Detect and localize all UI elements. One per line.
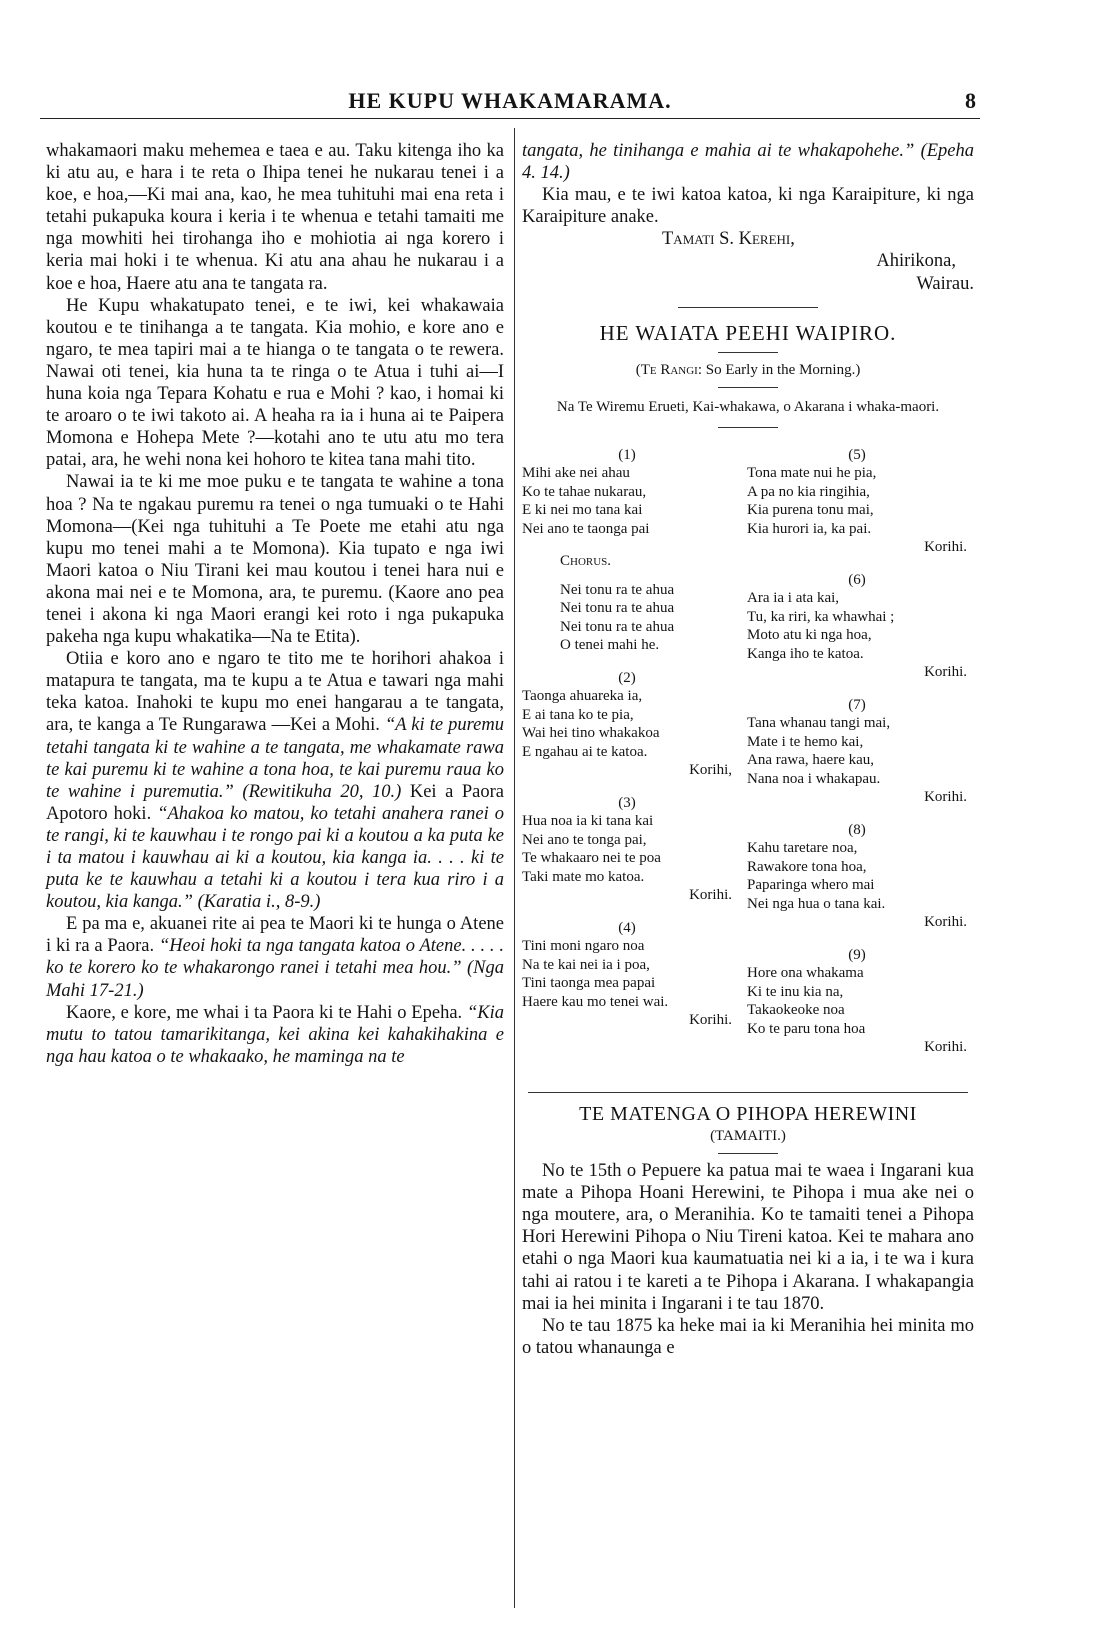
scripture-reference: (Rewitikuha 20, 10.) [242,781,402,802]
chorus-line: Nei tonu ra te ahua [560,581,675,598]
verse-line: Ara ia i ata kai, [747,590,840,607]
refrain: Korihi. [924,1039,967,1056]
stanza-number: (8) [848,821,866,838]
verses-left-column [522,446,732,1044]
verse-line: Na te kai nei ia i poa, [522,956,650,973]
paragraph [522,140,974,184]
stanza [522,794,732,905]
right-column [522,140,974,1359]
divider [718,427,778,428]
refrain: Korihi. [924,789,967,806]
verse-line: Haere kau mo tenei wai. [522,993,669,1010]
article-subtitle: (TAMAITI.) [710,1127,786,1144]
song-verses [522,446,974,1086]
paragraph-text: Kaore, e kore, me whai i ta Paora ki te Hahi o Epeha. [66,1002,463,1023]
verse-line: Kanga iho te katoa. [747,645,864,662]
stanza-number: (2) [618,669,636,686]
verse-line: Hua noa ia ki tana kai [522,813,654,830]
divider [718,1153,778,1154]
verse-line: Nei nga hua o tana kai. [747,895,886,912]
verse-line: Ki te inu kia na, [747,983,844,1000]
chorus-label: Chorus. [560,553,612,570]
scripture-quote: “A ki te puremu tetahi tangata ki te wahine a te tangata, me whakamate rawa te kai puremu ki te wahine a tona hoa, te kai puremu raua ko te wahine i puremutia.” [46,715,505,802]
stanza [522,446,732,539]
verse-line: Rawakore tona hoa, [747,858,867,875]
chorus [522,552,732,655]
stanza [522,919,732,1030]
stanza [747,571,967,682]
chorus-line: Nei tonu ra te ahua [560,600,675,617]
verse-line: Takaokeoke noa [747,1002,845,1019]
signature-place: Ahirikona, [876,251,956,272]
verse-line: Tana whanau tangi mai, [747,715,891,732]
verses-right-column [747,446,967,1071]
verse-line: Tini moni ngaro noa [522,938,645,955]
scripture-reference: (Epeha 4. 14.) [522,141,975,184]
verse-line: Te whakaaro nei te poa [522,850,661,867]
signature-name: Tamati S. Kerehi, [662,229,795,250]
paragraph [46,648,504,913]
scripture-quote: “Heoi hoki ta nga tangata katoa o Atene. . . . . ko te korero ko te whakarongo ranei i tetahi mea hou.” [46,936,504,979]
verse-line: Kia purena tonu mai, [747,502,874,519]
verse-line: Taonga ahuareka ia, [522,688,643,705]
verse-line: Nana noa i whakapau. [747,770,881,787]
verse-line: Moto atu ki nga hoa, [747,627,872,644]
page-number: 8 [965,88,976,113]
closing-paragraph: Kia mau, e te iwi katoa katoa, ki nga Karaipiture, ki nga Karaipiture anake. [522,185,974,228]
stanza-number: (4) [618,919,636,936]
refrain: Korihi. [689,1012,732,1029]
stanza-number: (9) [848,946,866,963]
page-header [40,84,980,119]
verse-line: Nei ano te tonga pai, [522,831,647,848]
paragraph [46,1002,504,1068]
song-title: HE WAIATA PEEHI WAIPIRO. [599,320,897,345]
paragraph-text: E pa ma e, akuanei rite ai pea te Maori ki te hunga o Atene i ki ra a Paora. [46,914,504,957]
scripture-reference: (Karatia i., 8-9.) [197,892,321,913]
paragraph: whakamaori maku mehemea e taea e au. Taku kitenga iho ka ki atu au, e hara i te reta o Ihipa tenei he nukarau tenei i a koe, e hoa,—Ki mai ana, kao, he mea tuhituhi mai ena reta i tetahi pukapuka koura i keria i te whenua e tetahi tamaiti me nga mowhiti hei tirohanga iho e mohiotia ai nga korero i keria mai hoki i te whenua. Ki atu ana ahau he nukarau i a koe e hoa, Haere atu ana te tangata ra. [46,141,504,294]
stanza [747,946,967,1057]
verse-line: Wai hei tino whakakoa [522,725,660,742]
signature-place: Wairau. [916,273,974,294]
verse-line: Ana rawa, haere kau, [747,752,875,769]
stanza-number: (5) [848,446,866,463]
refrain: Korihi. [924,914,967,931]
verse-line: Mate i te hemo kai, [747,733,864,750]
refrain: Korihi. [924,664,967,681]
column-divider [514,128,515,1608]
stanza-number: (3) [618,794,636,811]
paragraph-text: Kei a Paora Apotoro hoki. [46,781,504,824]
tune-detail: : So Early in the Morning.) [697,361,861,378]
stanza-number: (7) [848,696,866,713]
scripture-quote: tangata, he tinihanga e mahia ai te whakapohehe.” [522,141,915,161]
scripture-quote: “Kia mutu to tatou tamarikitanga, kei akina kei kahakihakina e nga hau katoa o te whakaako, he maminga na te [46,1002,504,1067]
stanza-number: (6) [848,571,866,588]
left-column [46,140,504,1068]
verse-line: Ko te paru tona hoa [747,1020,866,1037]
paragraph-text: Otiia e koro ano e ngaro te tito me te horihori ahakoa i matapura te tangata, ma te kupu a te Atua e tawari nga mahi teka katoa. Inahoki te kupu mo enei hangarau a te tangata, ara, te kanga a Te Rungarawa —Kei a Mohi. [46,649,504,736]
stanza [522,669,732,780]
verse-line: Kia hurori ia, ka pai. [747,520,872,537]
verse-line: E ai tana ko te pia, [522,706,634,723]
running-title: HE KUPU WHAKAMARAMA. [348,88,672,113]
verse-line: E ngahau ai te katoa. [522,743,648,760]
scripture-reference: (Nga Mahi 17-21.) [46,958,504,1001]
verse-line: Paparinga whero mai [747,877,875,894]
translator-credit: Na Te Wiremu Erueti, Kai-whakawa, o Akarana i whaka-maori. [556,398,940,415]
verse-line: Ko te tahae nukarau, [522,483,647,500]
verse-line: Taki mate mo katoa. [522,868,645,885]
tune-line [522,359,974,381]
article-title: TE MATENGA O PIHOPA HEREWINI [579,1102,917,1125]
verse-line: Kahu taretare noa, [747,840,858,857]
divider [718,352,778,353]
chorus-line: Nei tonu ra te ahua [560,618,675,635]
stanza-number: (1) [618,446,636,463]
verse-line: Mihi ake nei ahau [522,465,630,482]
verse-line: E ki nei mo tana kai [522,502,643,519]
paragraph: He Kupu whakatupato tenei, e te iwi, kei whakawaia koutou e te tinihanga a te tangata. Kia mohio, e kore ano e ngaro, te mea tapiri mai a te hianga o te tangata o te rewera. Nawai oti tenei, kia huna ta te ringa o te Atua i tuhi ai—I huna koia nga Tepara Kohatu e rua e Mohi ? kao, i homai ki te aroaro o te iwi takoto ai. A heaha ra ia i huna ai te Paipera Momona e Hohepa Mete ?—kotahi ano te utu atu mo tera patai, ara, he wehi nona kei hohoro te kitea tana mahi tito. [46,295,504,471]
refrain: Korihi, [689,762,732,779]
section-divider [678,307,818,308]
verse-line: Tini taonga mea papai [522,975,656,992]
tune-paren: ( [635,361,641,378]
scripture-quote: “Ahakoa ko matou, ko tetahi anahera ranei o te rangi, ki te kauwhau i te rongo pai ki a koutou a ka puta ke i ta matou i kauwhau ai ki a koutou, kia kanga ia. . . . ki te puta ke te kauwhau a tetahi ki a koutou i tera kua riro i a koutou, kia kanga.” [46,803,504,913]
stanza [747,821,967,932]
section-divider [528,1092,968,1093]
verse-line: A pa no kia ringihia, [747,483,870,500]
paragraph: No te 15th o Pepuere ka patua mai te waea i Ingarani kua mate a Pihopa Hoani Herewini, te Pihopa i mua ake nei o nga moutere, ara, o Meranihia. Ko te tamaiti tenei a Pihopa Hori Herewini Pihopa o Niu Tireni katoa. Kei te mahara ano etahi o nga Maori kua kaumatuatia nei ki a ia, i te wa i kura tahi ai ratou i te kareti a te Pihopa i Akarana. I whakapangia mai ia hei minita i Ingarani i te tau 1870. [522,1161,974,1314]
divider [718,387,778,388]
refrain: Korihi. [689,887,732,904]
tune-name: Te Rangi [640,361,698,378]
paragraph: No te tau 1875 ka heke mai ia ki Meranihia hei minita mo o tatou whanaunga e [522,1315,974,1358]
verse-line: Tona mate nui he pia, [747,465,877,482]
paragraph: Nawai ia te ki me moe puku e te tangata te wahine a tona hoa ? Na te ngakau puremu ra tenei o nga tumuaki o te Hahi Momona—(Kei nga tuhituhi a Te Poete me etahi atu nga kupu mo tenei mahi a te Momona). Kia tupato e nga iwi Maori katoa o Niu Tirani kei mau koutou i tenei hara nui e akona mai nei e te Momona, ara, te puremu. (Kaore ano pea tenei i akona ki nga Maori erangi kei roto i nga pukapuka pakeha nga kupu whakatika—Na te Etita). [46,472,504,648]
verse-line: Hore ona whakama [747,965,864,982]
paragraph [46,913,504,1001]
stanza [747,446,967,557]
stanza [747,696,967,807]
refrain: Korihi. [924,539,967,556]
verse-line: Nei ano te taonga pai [522,520,650,537]
verse-line: Tu, ka riri, ka whawhai ; [747,608,895,625]
chorus-line: O tenei mahi he. [560,637,660,654]
